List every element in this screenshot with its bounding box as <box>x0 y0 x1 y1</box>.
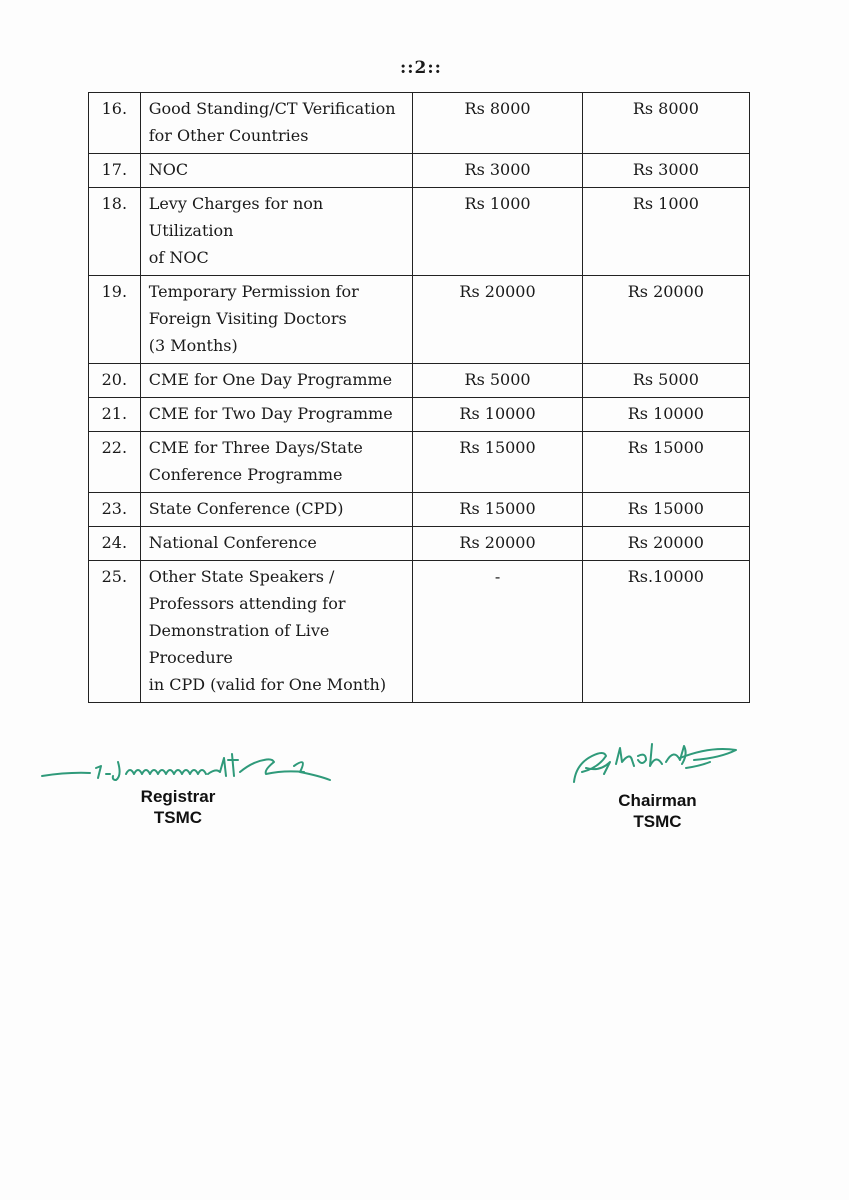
fee-amount-1: Rs 20000 <box>413 276 582 364</box>
table-row <box>89 527 750 561</box>
fee-amount-2: Rs 8000 <box>582 93 749 154</box>
row-description <box>140 527 413 561</box>
table-row <box>89 493 750 527</box>
description-line: (3 Months) <box>148 336 238 355</box>
fee-amount-2: Rs 15000 <box>582 432 749 493</box>
description-line: Other State Speakers / <box>148 567 335 586</box>
row-description <box>140 364 413 398</box>
registrar-signature-block <box>38 746 338 828</box>
fee-amount-2: Rs 1000 <box>582 188 749 276</box>
row-description <box>140 276 413 364</box>
row-description <box>140 493 413 527</box>
description-line: Conference Programme <box>148 465 343 484</box>
row-number: 21. <box>89 398 141 432</box>
description-line: Levy Charges for non Utilization <box>148 194 324 240</box>
table-row <box>89 276 750 364</box>
row-number: 20. <box>89 364 141 398</box>
table-row <box>89 93 750 154</box>
row-number: 16. <box>89 93 141 154</box>
description-line: of NOC <box>148 248 209 267</box>
row-number: 17. <box>89 154 141 188</box>
description-line: State Conference (CPD) <box>148 499 344 518</box>
description-line: for Other Countries <box>148 126 309 145</box>
description-line: in CPD (valid for One Month) <box>148 675 387 694</box>
fee-amount-2: Rs 20000 <box>582 276 749 364</box>
fee-amount-1: Rs 8000 <box>413 93 582 154</box>
chairman-signature-icon <box>560 738 745 790</box>
fee-amount-1: Rs 15000 <box>413 493 582 527</box>
fee-amount-1: Rs 1000 <box>413 188 582 276</box>
row-description <box>140 561 413 703</box>
table-row <box>89 364 750 398</box>
table-row <box>89 561 750 703</box>
registrar-signature-icon <box>38 746 338 786</box>
row-number: 25. <box>89 561 141 703</box>
row-description <box>140 93 413 154</box>
row-number: 19. <box>89 276 141 364</box>
fee-amount-2: Rs 20000 <box>582 527 749 561</box>
row-number: 22. <box>89 432 141 493</box>
description-line: CME for One Day Programme <box>148 370 393 389</box>
fee-table <box>88 92 750 703</box>
chairman-signature-block <box>560 738 745 832</box>
fee-amount-1: Rs 5000 <box>413 364 582 398</box>
fee-amount-1: Rs 20000 <box>413 527 582 561</box>
fee-amount-1: Rs 10000 <box>413 398 582 432</box>
description-line: Good Standing/CT Verification <box>148 99 396 118</box>
row-number: 24. <box>89 527 141 561</box>
table-row <box>89 432 750 493</box>
description-line: CME for Two Day Programme <box>148 404 393 423</box>
fee-amount-2: Rs 5000 <box>582 364 749 398</box>
row-number: 23. <box>89 493 141 527</box>
registrar-title: Registrar <box>140 787 216 806</box>
page-number: ::2:: <box>400 58 442 78</box>
row-description <box>140 432 413 493</box>
chairman-org: TSMC <box>633 812 682 831</box>
chairman-title: Chairman <box>618 791 697 810</box>
row-description <box>140 154 413 188</box>
fee-amount-1: - <box>413 561 582 703</box>
description-line: Foreign Visiting Doctors <box>148 309 347 328</box>
fee-amount-2: Rs 15000 <box>582 493 749 527</box>
table-row <box>89 188 750 276</box>
description-line: Professors attending for <box>148 594 346 613</box>
table-row <box>89 398 750 432</box>
row-description <box>140 398 413 432</box>
row-description <box>140 188 413 276</box>
description-line: NOC <box>148 160 189 179</box>
table-row <box>89 154 750 188</box>
description-line: Demonstration of Live Procedure <box>148 621 330 667</box>
fee-amount-2: Rs 10000 <box>582 398 749 432</box>
row-number: 18. <box>89 188 141 276</box>
fee-table-body <box>89 93 750 703</box>
description-line: Temporary Permission for <box>148 282 359 301</box>
fee-amount-1: Rs 15000 <box>413 432 582 493</box>
registrar-org: TSMC <box>153 808 203 827</box>
fee-amount-2: Rs.10000 <box>582 561 749 703</box>
fee-amount-2: Rs 3000 <box>582 154 749 188</box>
description-line: National Conference <box>148 533 317 552</box>
fee-amount-1: Rs 3000 <box>413 154 582 188</box>
description-line: CME for Three Days/State <box>148 438 363 457</box>
